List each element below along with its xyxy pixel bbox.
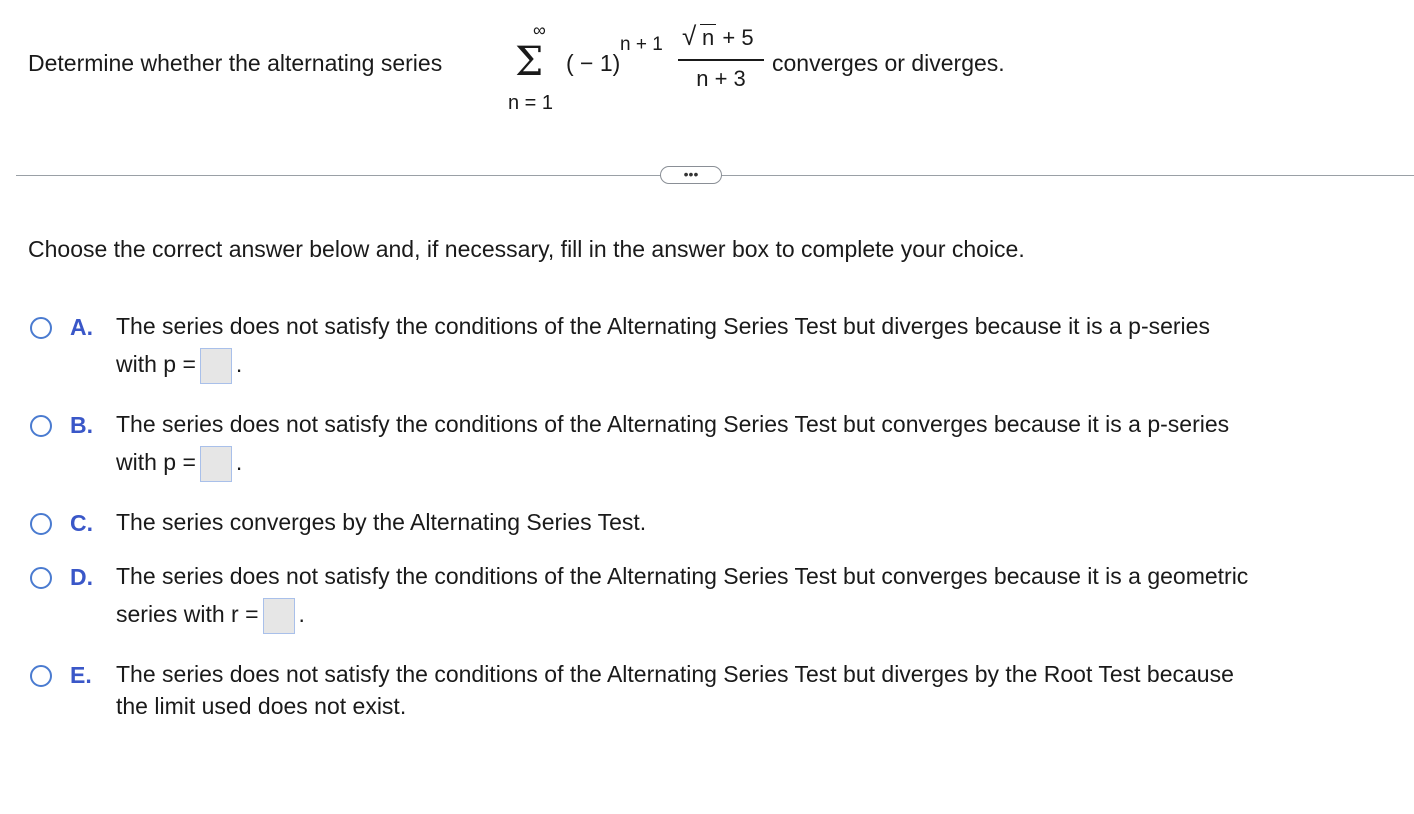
summation (508, 20, 568, 120)
square-root (682, 21, 716, 51)
radio-c[interactable] (30, 513, 52, 535)
option-text: The series does not satisfy the conditions of the Alternating Series Test but diverges by the Root Test because (116, 661, 1234, 687)
radical-icon: √ (682, 21, 697, 51)
answer-box-d[interactable] (263, 598, 295, 634)
fraction (678, 20, 764, 100)
radio-e[interactable] (30, 665, 52, 687)
option-text-line2: the limit used does not exist. (116, 693, 407, 719)
answer-box-b[interactable] (200, 446, 232, 482)
option-letter: B. (70, 412, 93, 438)
sum-upper-limit: ∞ (533, 20, 546, 40)
radio-b[interactable] (30, 415, 52, 437)
option-text-line2: with p = (116, 351, 196, 377)
question-prefix: Determine whether the alternating series (28, 50, 443, 76)
option-text: The series does not satisfy the conditions of the Alternating Series Test but converges because it is a p-series (116, 411, 1230, 437)
numerator-rest: + 5 (716, 25, 754, 50)
term-base: ( − 1) (566, 50, 621, 76)
option-text-line2: series with r = (116, 601, 259, 627)
option-text: The series converges by the Alternating Series Test. (116, 509, 647, 535)
radio-a[interactable] (30, 317, 52, 339)
denominator: n + 3 (696, 66, 746, 91)
sum-lower-limit: n = 1 (508, 92, 554, 114)
fraction-bar (678, 59, 764, 61)
numerator (678, 21, 764, 51)
option-text-line2: with p = (116, 449, 196, 475)
question-suffix: converges or diverges. (772, 50, 1005, 76)
option-text: The series does not satisfy the conditions of the Alternating Series Test but diverges because it is a p-series (116, 313, 1210, 339)
instruction-text: Choose the correct answer below and, if necessary, fill in the answer box to complete your choice. (28, 236, 1025, 262)
term-exponent: n + 1 (620, 34, 663, 55)
radicand: n (702, 25, 715, 50)
option-letter: D. (70, 564, 93, 590)
sigma-symbol: Σ (515, 39, 544, 85)
more-options-button[interactable]: ••• (660, 166, 722, 184)
answer-box-a[interactable] (200, 348, 232, 384)
radio-d[interactable] (30, 567, 52, 589)
option-text: The series does not satisfy the conditions of the Alternating Series Test but converges because it is a geometric (116, 563, 1249, 589)
option-letter: A. (70, 314, 93, 340)
option-letter: C. (70, 510, 93, 536)
option-letter: E. (70, 662, 92, 688)
